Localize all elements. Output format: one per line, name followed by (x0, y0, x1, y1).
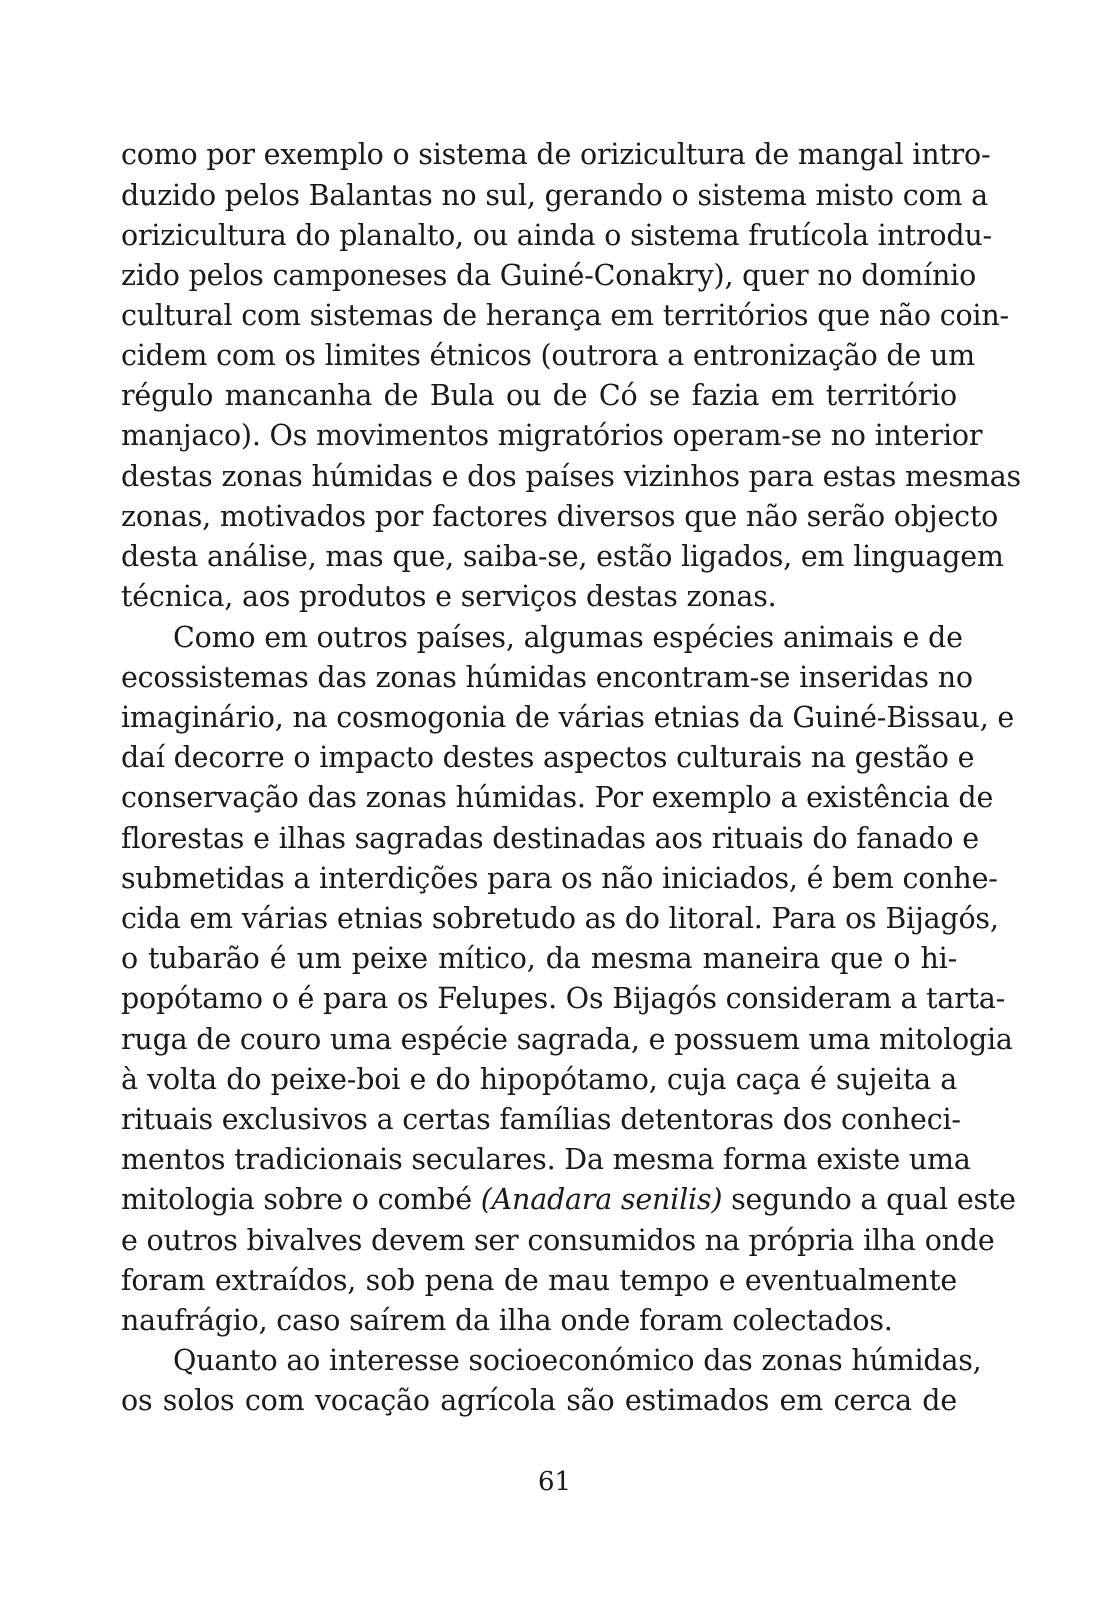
page-number: 61 (537, 1467, 572, 1497)
text-line: florestas e ilhas sagradas destinadas aos rituais do fanado e (121, 822, 979, 855)
species-name: (Anadara senilis) (480, 1183, 723, 1216)
text-line: o tubarão é um peixe mítico, da mesma maneira que o hi- (121, 942, 957, 975)
text-line: submetidas a interdições para os não iniciados, é bem conhe- (121, 862, 998, 895)
text-line: zido pelos camponeses da Guiné-Conakry), quer no domínio (121, 259, 977, 292)
text-line: zonas, motivados por factores diversos que não serão objecto (121, 500, 999, 533)
text-line: manjaco). Os movimentos migratórios operam-se no interior (121, 419, 983, 452)
text-line: desta análise, mas que, saiba-se, estão ligados, em linguagem (121, 540, 1004, 573)
text-line: orizicultura do planalto, ou ainda o sistema frutícola introdu- (121, 219, 992, 252)
text-line: daí decorre o impacto destes aspectos culturais na gestão e (121, 741, 975, 774)
text-span: mitologia sobre o combé (121, 1183, 481, 1216)
text-line: mentos tradicionais seculares. Da mesma forma existe uma (121, 1143, 971, 1176)
text-line: imaginário, na cosmogonia de várias etnias da Guiné-Bissau, e (121, 701, 1015, 734)
text-line: ecossistemas das zonas húmidas encontram-se inseridas no (121, 661, 973, 694)
text-span: segundo a qual este (722, 1183, 1016, 1216)
text-line: Como em outros países, algumas espécies animais e de (173, 621, 963, 654)
text-line: duzido pelos Balantas no sul, gerando o sistema misto com a (121, 179, 988, 212)
text-line: cidem com os limites étnicos (outrora a entronização de um (121, 339, 975, 372)
text-line: e outros bivalves devem ser consumidos na própria ilha onde (121, 1224, 995, 1257)
text-line: Quanto ao interesse socioeconómico das zonas húmidas, (173, 1344, 982, 1377)
text-line: técnica, aos produtos e serviços destas zonas. (121, 580, 777, 613)
text-line: naufrágio, caso saírem da ilha onde foram colectados. (121, 1304, 893, 1337)
text-line: os solos com vocação agrícola são estimados em cerca de (121, 1384, 957, 1417)
text-line: rituais exclusivos a certas famílias detentoras dos conheci- (121, 1103, 961, 1136)
text-line: à volta do peixe-boi e do hipopótamo, cuja caça é sujeita a (121, 1063, 957, 1096)
text-line: ruga de couro uma espécie sagrada, e possuem uma mitologia (121, 1023, 1013, 1056)
text-line: régulo mancanha de Bula ou de Có se fazia em território (121, 379, 957, 412)
text-line: popótamo o é para os Felupes. Os Bijagós consideram a tarta- (121, 982, 1006, 1015)
text-line: cultural com sistemas de herança em territórios que não coin- (121, 299, 1009, 332)
text-line: como por exemplo o sistema de orizicultura de mangal intro- (121, 138, 991, 171)
text-line: cida em várias etnias sobretudo as do litoral. Para os Bijagós, (121, 902, 999, 935)
text-line: foram extraídos, sob pena de mau tempo e eventualmente (121, 1264, 957, 1297)
text-line (121, 1179, 1016, 1220)
text-line: conservação das zonas húmidas. Por exemplo a existência de (121, 781, 994, 814)
text-line: destas zonas húmidas e dos países vizinhos para estas mesmas (121, 460, 1021, 493)
